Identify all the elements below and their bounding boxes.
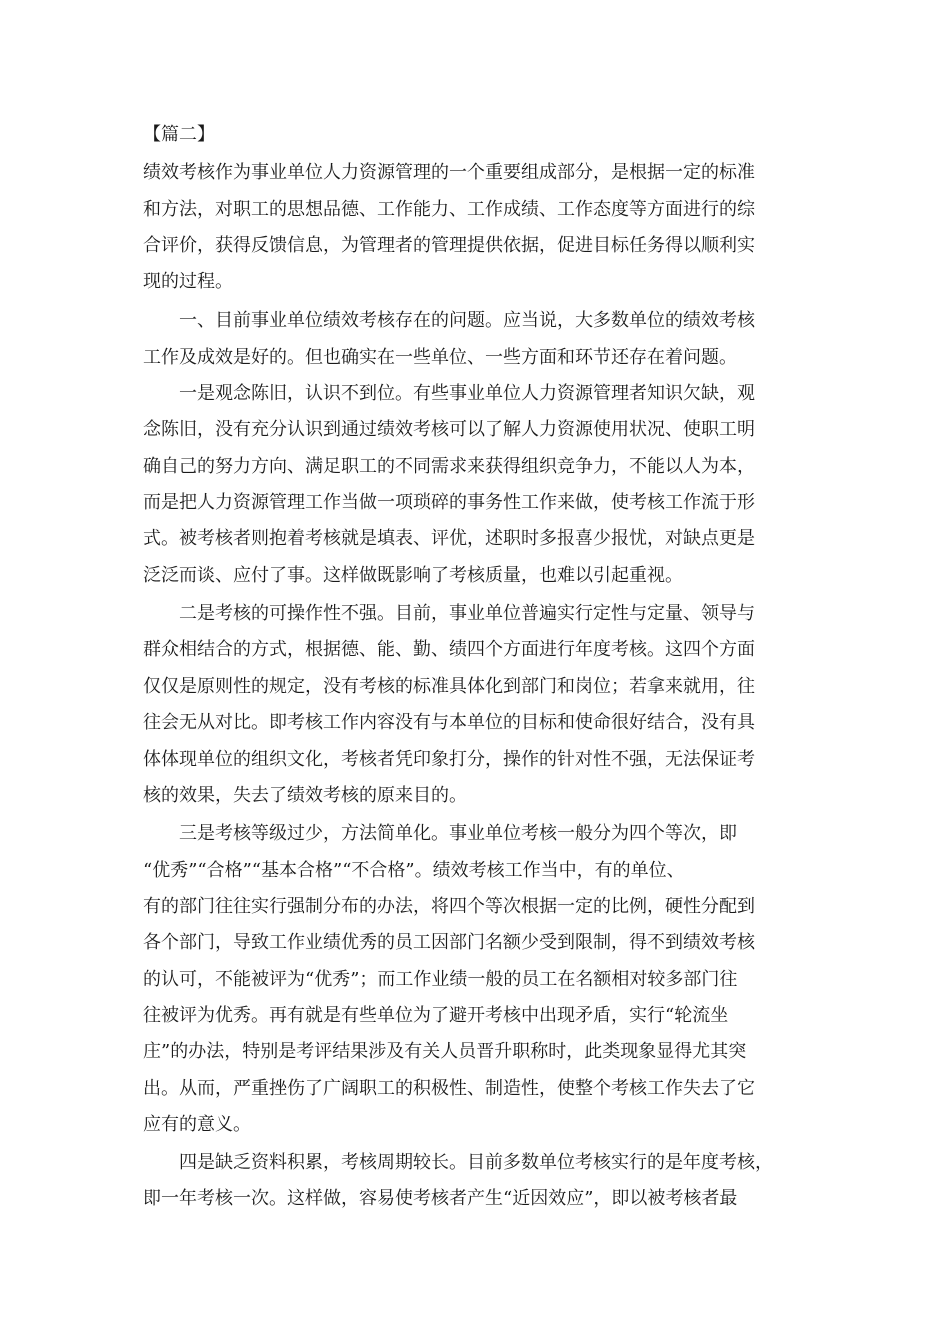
body-text-line: 群众相结合的方式，根据德、能、勤、绩四个方面进行年度考核。这四个方面 (143, 639, 755, 660)
body-text-line: 体体现单位的组织文化，考核者凭印象打分，操作的针对性不强，无法保证考 (143, 749, 755, 770)
body-text-line: 即一年考核一次。这样做，容易使考核者产生“近因效应”，即以被考核者最 (143, 1188, 738, 1209)
body-text-line: 工作及成效是好的。但也确实在一些单位、一些方面和环节还存在着问题。 (143, 347, 737, 368)
body-text-line: 确自己的努力方向、满足职工的不同需求来获得组织竞争力，不能以人为本， (143, 456, 755, 477)
body-text-line: 各个部门，导致工作业绩优秀的员工因部门名额少受到限制，得不到绩效考核 (143, 932, 755, 953)
body-text-line: 绩效考核作为事业单位人力资源管理的一个重要组成部分，是根据一定的标准 (143, 162, 755, 183)
body-text-line: 泛泛而谈、应付了事。这样做既影响了考核质量，也难以引起重视。 (143, 565, 683, 586)
body-text-line: 的认可，不能被评为“优秀”；而工作业绩一般的员工在名额相对较多部门往 (143, 969, 738, 990)
body-text-line: 合评价，获得反馈信息，为管理者的管理提供依据，促进目标任务得以顺利实 (143, 235, 755, 256)
body-text-line: 仅仅是原则性的规定，没有考核的标准具体化到部门和岗位；若拿来就用，往 (143, 676, 755, 697)
body-text-line: 出。从而，严重挫伤了广阔职工的积极性、制造性，使整个考核工作失去了它 (143, 1078, 755, 1099)
body-text-line: 二是考核的可操作性不强。目前，事业单位普遍实行定性与定量、领导与 (143, 603, 755, 624)
body-text-line: “优秀”“合格”“基本合格”“不合格”。绩效考核工作当中，有的单位、 (143, 860, 685, 881)
body-text-line: 一是观念陈旧，认识不到位。有些事业单位人力资源管理者知识欠缺，观 (143, 383, 755, 404)
body-text-line: 往会无从对比。即考核工作内容没有与本单位的目标和使命很好结合，没有具 (143, 712, 755, 733)
body-text-line: 往被评为优秀。再有就是有些单位为了避开考核中出现矛盾，实行“轮流坐 (143, 1005, 729, 1026)
body-text-line: 和方法，对职工的思想品德、工作能力、工作成绩、工作态度等方面进行的综 (143, 199, 755, 220)
body-text-line: 有的部门往往实行强制分布的办法，将四个等次根据一定的比例，硬性分配到 (143, 896, 755, 917)
section-title: 【篇二】 (143, 124, 215, 145)
body-text-line: 应有的意义。 (143, 1114, 251, 1135)
body-text-line: 式。被考核者则抱着考核就是填表、评优，述职时多报喜少报忧，对缺点更是 (143, 528, 755, 549)
body-text-line: 庄”的办法，特别是考评结果涉及有关人员晋升职称时，此类现象显得尤其突 (143, 1041, 747, 1062)
body-text-line: 一、目前事业单位绩效考核存在的问题。应当说，大多数单位的绩效考核 (143, 310, 755, 331)
body-text-line: 而是把人力资源管理工作当做一项琐碎的事务性工作来做，使考核工作流于形 (143, 492, 755, 513)
body-text-line: 念陈旧，没有充分认识到通过绩效考核可以了解人力资源使用状况、使职工明 (143, 419, 755, 440)
body-text-line: 三是考核等级过少，方法简单化。事业单位考核一般分为四个等次，即 (143, 823, 737, 844)
body-text-line: 现的过程。 (143, 271, 233, 292)
body-text-line: 核的效果，失去了绩效考核的原来目的。 (143, 785, 467, 806)
body-text-line: 四是缺乏资料积累，考核周期较长。目前多数单位考核实行的是年度考核， (143, 1152, 773, 1173)
